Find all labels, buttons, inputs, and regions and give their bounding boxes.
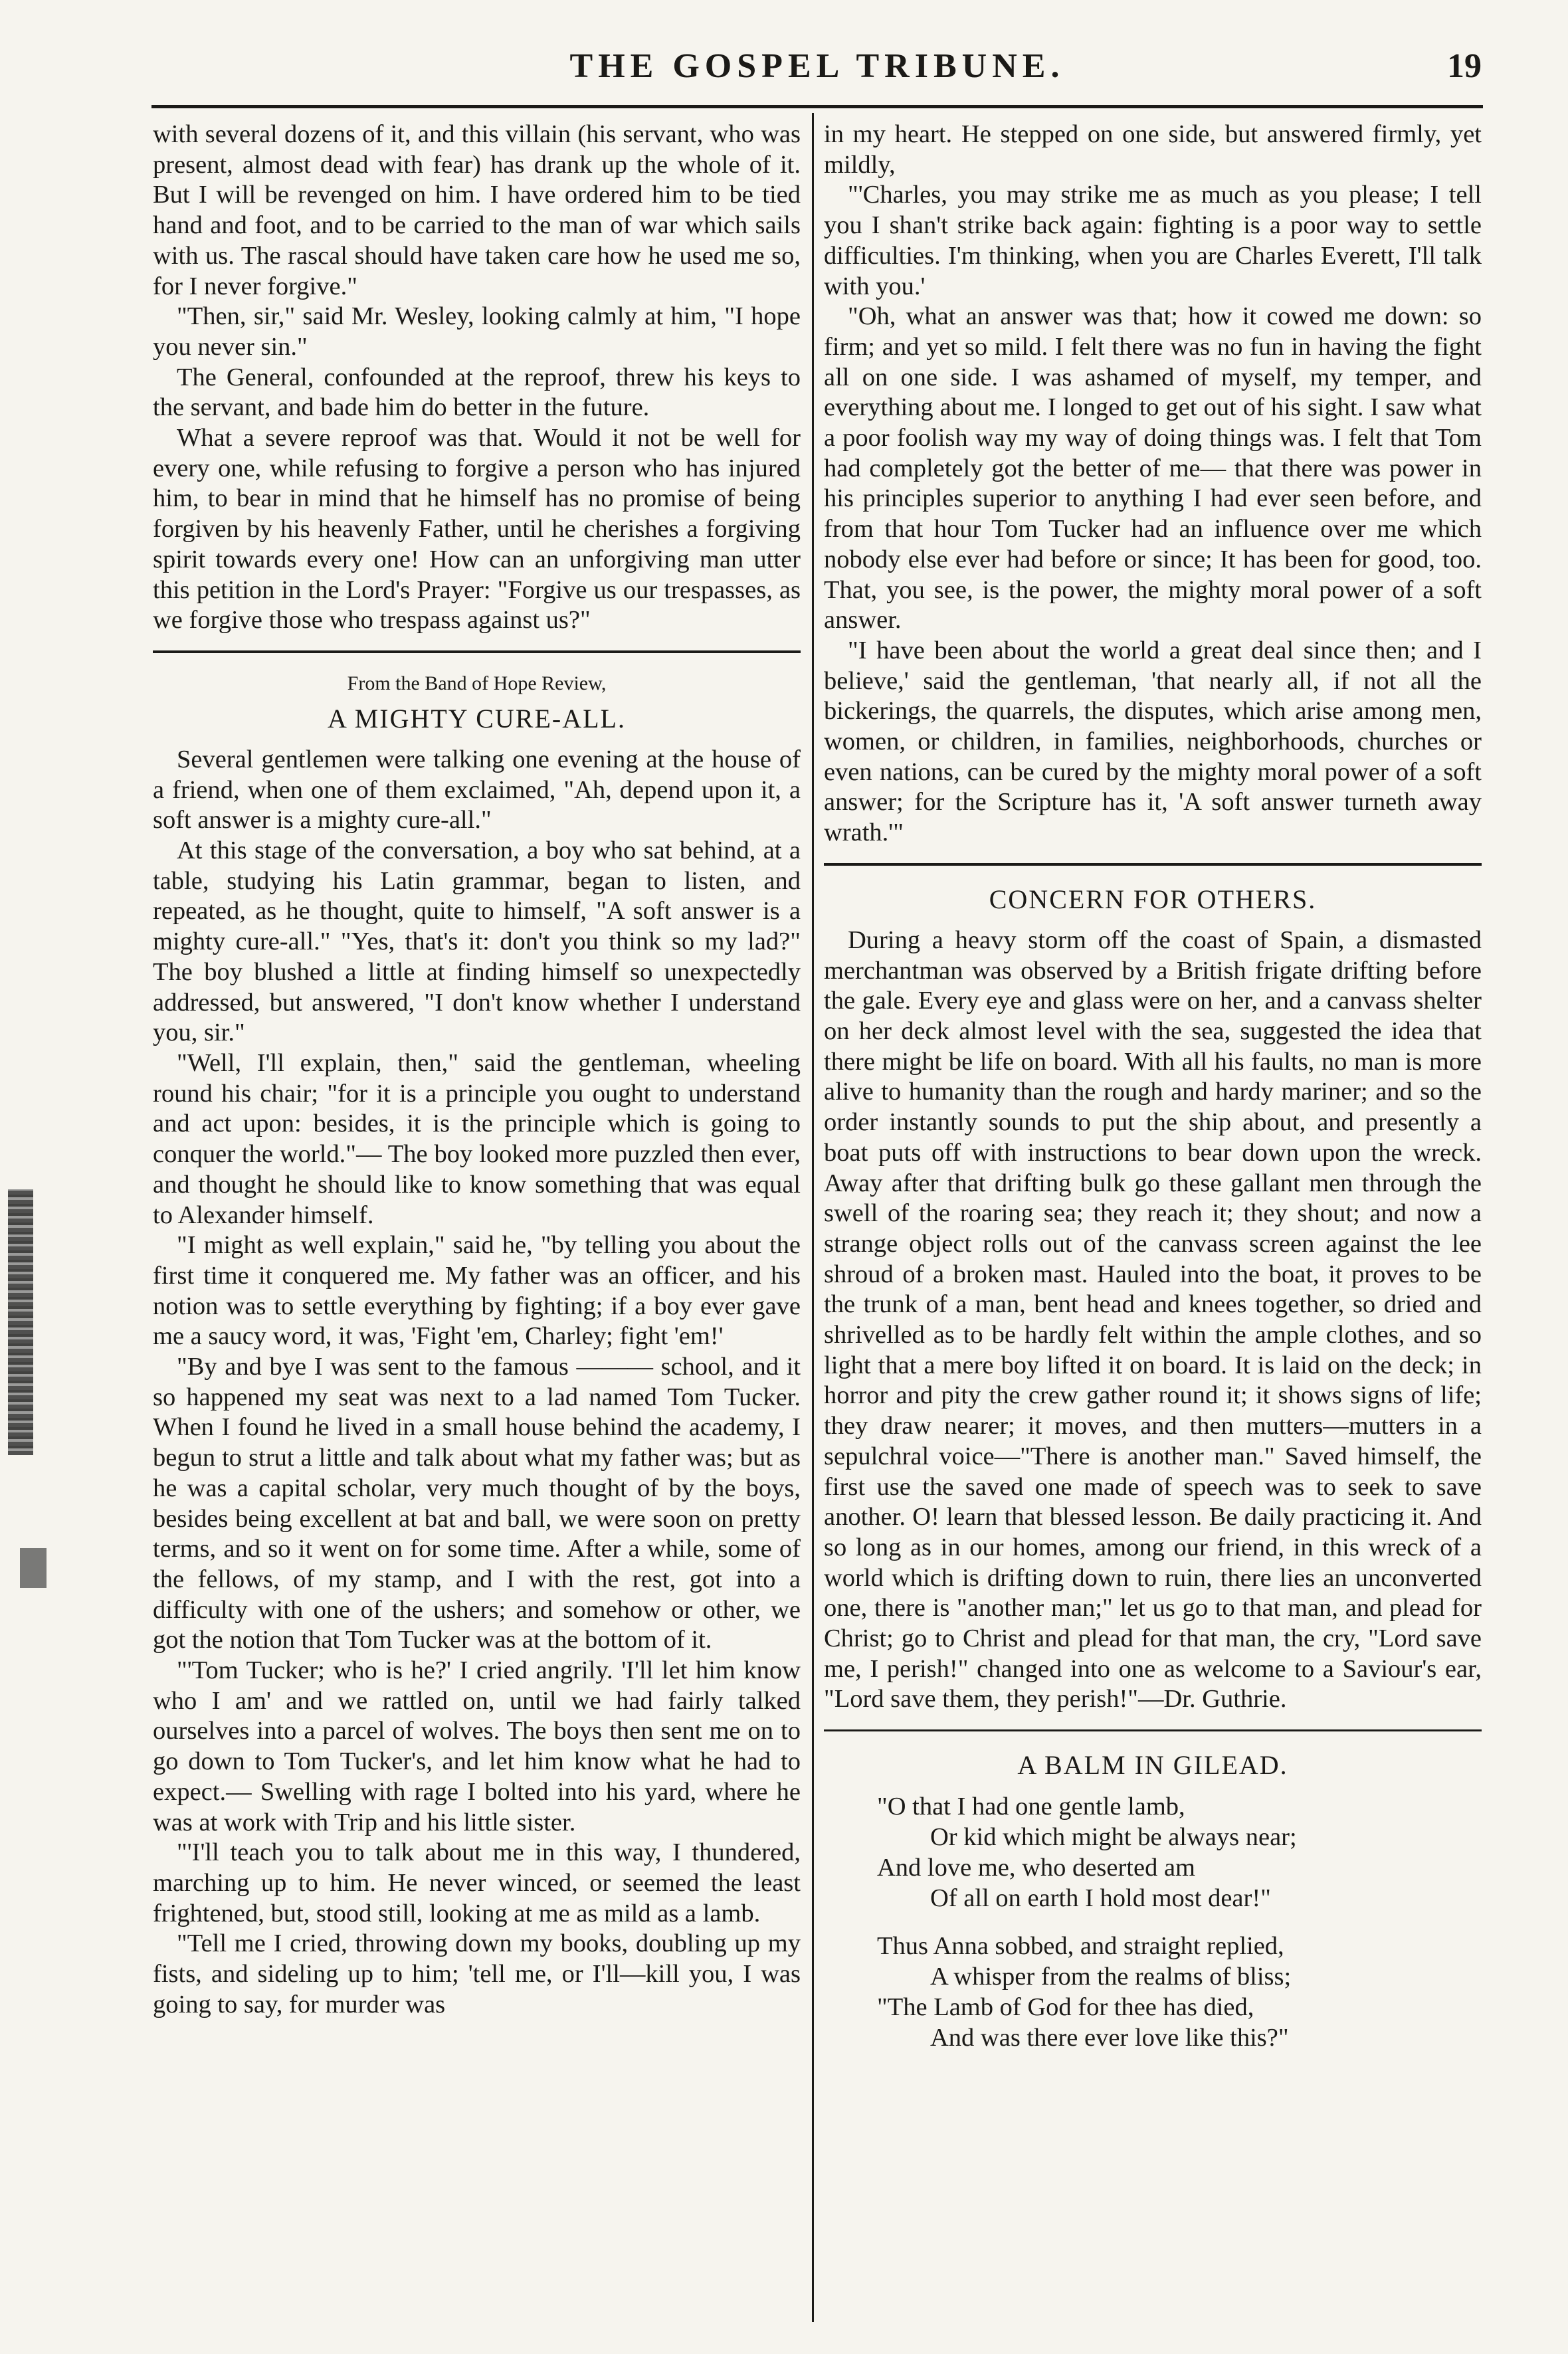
poem-stanza [877, 1931, 1482, 2053]
poem-line: Thus Anna sobbed, and straight replied, [877, 1932, 1284, 1961]
scan-edge-artifact [8, 1189, 33, 1455]
section-rule [153, 650, 801, 653]
poem-line: "O that I had one gentle lamb, [877, 1793, 1185, 1821]
paragraph: The General, confounded at the reproof, threw his keys to the servant, and bade him do better in the future. [153, 363, 801, 422]
left-column [153, 120, 801, 2020]
paragraph: "'Tom Tucker; who is he?' I cried angrily. 'I'll let him know who I am' and we rattled on, until we had fairly talked ourselves into a parcel of wolves. The boys then sent me on to go down to Tom Tucker's, and let him know what he had to expect.— Swelling with rage I bolted into his yard, where he was at work with Trip and his little sister. [153, 1656, 801, 1836]
poem-line: And was there ever love like this?" [930, 2024, 1289, 2052]
poem-line: A whisper from the realms of bliss; [930, 1963, 1292, 1991]
poem [877, 1791, 1482, 2053]
page-number: 19 [1447, 47, 1482, 85]
scan-edge-artifact [20, 1548, 47, 1588]
header-rule [151, 105, 1483, 108]
paragraph: During a heavy storm off the coast of Spain, a dismasted merchantman was observed by a British frigate drifting before the gale. Every eye and glass were on her, and a canvass shelter on her deck almost level with the sea, suggested the idea that there might be life on board. With all his faults, no man is more alive to humanity than the rough and hardy mariner; and so the order instantly sounds to put the ship about, and presently a boat puts off with instructions to bear down upon the wreck. Away after that drifting bulk go these gallant men through the swell of the roaring sea; they reach it; they shout; and now a strange object rolls out of the canvass screen against the lee shroud of a broken mast. Hauled into the boat, it proves to be the trunk of a man, bent head and knees together, so dried and shrivelled as to be hardly felt within the ample clothes, and so light that a mere boy lifted it on board. It is laid on the deck; in horror and pity the crew gather round it; it shows signs of life; they draw nearer; it moves, and then mutters—mutters in a sepulchral voice—"There is another man." Saved himself, the first use the saved one made of speech was to seek to save another. O! learn that blessed lesson. Be daily practicing it. And so long as in our homes, among our friend, in this wreck of a world which is drifting down to ruin, there lies an unconverted one, there is "another man;" let us go to that man, and plead for Christ; go to Christ and plead for that man, the cry, "Lord save me, I perish!" changed into one as welcome to a Saviour's ear, "Lord save them, they perish!"—Dr. Guthrie. [824, 926, 1482, 1714]
poem-stanza [877, 1791, 1482, 1913]
newspaper-title: THE GOSPEL TRIBUNE. [569, 47, 1065, 85]
paragraph: "Then, sir," said Mr. Wesley, looking calmly at him, "I hope you never sin." [153, 302, 801, 361]
poem-line: "The Lamb of God for thee has died, [877, 1993, 1254, 2022]
paragraph: Several gentlemen were talking one evening at the house of a friend, when one of them exclaimed, "Ah, depend upon it, a soft answer is a mighty cure-all." [153, 745, 801, 834]
paragraph: "Well, I'll explain, then," said the gentleman, wheeling round his chair; "for it is a principle you ought to understand and act upon: besides, it is the principle which is going to conquer the world."— The boy looked more puzzled then ever, and thought he should like to know something that was equal to Alexander himself. [153, 1048, 801, 1229]
paragraph: "'I'll teach you to talk about me in this way, I thundered, marching up to him. He never winced, or seemed the least frightened, but, stood still, looking at me as mild as a lamb. [153, 1838, 801, 1927]
paragraph: What a severe reproof was that. Would it not be well for every one, while refusing to forgive a person who has injured him, to bear in mind that he himself has no promise of being forgiven by his heavenly Father, until he cherishes a forgiving spirit towards every one! How can an unforgiving man utter this petition in the Lord's Prayer: "Forgive us our trespasses, as we forgive those who trespass against us?" [153, 424, 801, 635]
section-rule [824, 1729, 1482, 1731]
paragraph: "By and bye I was sent to the famous ——— school, and it so happened my seat was next to a lad named Tom Tucker. When I found he lived in a small house behind the academy, I begun to strut a little and talk about what my father was; but as he was a capital scholar, very much thought of by the boys, besides being excellent at bat and ball, we were soon on pretty terms, and so it went on for some time. After a while, some of the fellows, of my stamp, and I with the rest, got into a difficulty with one of the ushers; and somehow or other, we got the notion that Tom Tucker was at the bottom of it. [153, 1353, 801, 1654]
article-heading: A MIGHTY CURE-ALL. [328, 703, 626, 734]
right-column [824, 120, 1482, 2070]
paragraph: "Tell me I cried, throwing down my books, doubling up my fists, and sideling up to him; 'tell me, or I'll—kill you, I was going to say, for murder was [153, 1929, 801, 2018]
article-heading: CONCERN FOR OTHERS. [989, 884, 1317, 914]
article-source: From the Band of Hope Review, [347, 672, 607, 694]
paragraph: At this stage of the conversation, a boy who sat behind, at a table, studying his Latin grammar, began to listen, and repeated, as he thought, quite to himself, "A soft answer is a mighty cure-all." "Yes, that's it: don't you think so my lad?" The boy blushed a little at finding himself so unexpectedly addressed, but answered, "I don't know whether I understand you, sir." [153, 836, 801, 1047]
paragraph: "I might as well explain," said he, "by telling you about the first time it conquered me. My father was an officer, and his notion was to settle everything by fighting; if a boy ever gave me a saucy word, it was, 'Fight 'em, Charley; fight 'em!' [153, 1231, 801, 1351]
column-divider [812, 113, 814, 2322]
page-header [153, 47, 1482, 106]
poem-line: Of all on earth I hold most dear!" [930, 1884, 1271, 1913]
paragraph: "I have been about the world a great deal since then; and I believe,' said the gentleman, 'that nearly all, if not all the bickerings, the quarrels, the disputes, which arise among men, women, or children, in families, neighborhoods, churches or even nations, can be cured by the mighty moral power of a soft answer; for the Scripture has it, 'A soft answer turneth away wrath.'" [824, 636, 1482, 847]
paragraph: in my heart. He stepped on one side, but answered firmly, yet mildly, [824, 120, 1482, 179]
paragraph: "Oh, what an answer was that; how it cowed me down: so firm; and yet so mild. I felt there was no fun in having the fight all on one side. I was ashamed of myself, my temper, and everything about me. I longed to get out of his sight. I saw what a poor foolish way my way of doing things was. I felt that Tom had completely got the better of me— that there was power in his principles superior to anything I had ever seen before, and from that hour Tom Tucker had an influence over me which nobody else ever had before or since; It has been for good, too. That, you see, is the power, the mighty moral power of a soft answer. [824, 302, 1482, 635]
poem-line: And love me, who deserted am [877, 1854, 1195, 1882]
poem-line: Or kid which might be always near; [930, 1823, 1297, 1852]
section-rule [824, 863, 1482, 866]
poem-heading: A BALM IN GILEAD. [1017, 1750, 1288, 1781]
paragraph: "'Charles, you may strike me as much as you please; I tell you I shan't strike back again: fighting is a poor way to settle difficulties. I'm thinking, when you are Charles Everett, I'll talk with you.' [824, 181, 1482, 300]
paragraph: with several dozens of it, and this villain (his servant, who was present, almost dead with fear) has drank up the whole of it. But I will be revenged on him. I have ordered him to be tied hand and foot, and to be carried to the man of war which sails with us. The rascal should have taken care how he used me so, for I never forgive." [153, 120, 801, 300]
